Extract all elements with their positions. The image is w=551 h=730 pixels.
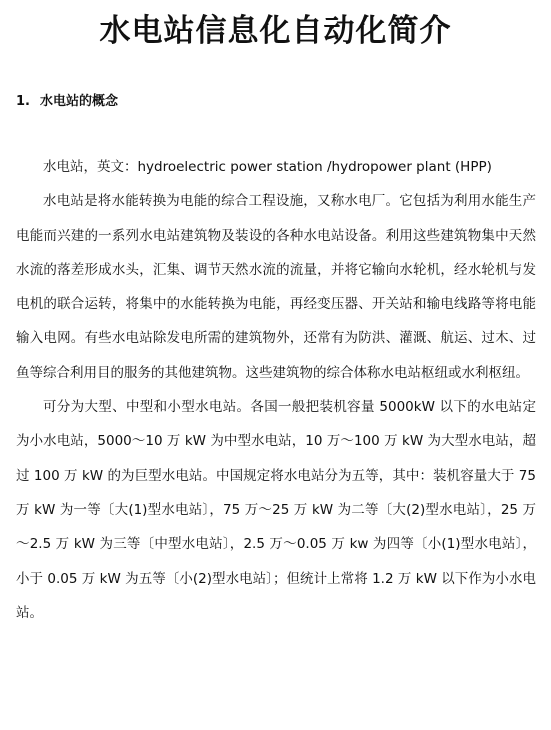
paragraph-definition: 水电站，英文：hydroelectric power station /hydropower plant (HPP): [43, 159, 492, 175]
paragraph-description: 水电站是将水能转换为电能的综合工程设施，又称水电厂。它包括为利用水能生产电能而兴建的一系列水电站建筑物及装设的各种水电站设备。利用这些建筑物集中天然水流的落差形成水头，汇集、调节天然水流的流量，并将它输向水轮机，经水轮机与发电机的联合运转，将集中的水能转换为电能，再经变压器、开关站和输电线路等将电能输入电网。有些水电站除发电所需的建筑物外，还常有为防洪、灌溉、航运、过木、过鱼等综合利用目的服务的其他建筑物。这些建筑物的综合体称水电站枢纽或水利枢纽。: [16, 193, 536, 381]
paragraph-classification: 可分为大型、中型和小型水电站。各国一般把装机容量 5000kW 以下的水电站定为小水电站，5000～10 万 kW 为中型水电站，10 万～100 万 kW 为大型水电站，超过 100 万 kW 的为巨型水电站。中国规定将水电站分为五等，其中：装机容量大于 75 万 kW 为一等〔大(1)型水电站〕，75 万～25 万 kW 为二等〔大(2)型水电站〕，25 万～2.5 万 kW 为三等〔中型水电站〕，2.5 万～0.05 万 kw 为四等〔小(1)型水电站〕，小于 0.05 万 kW 为五等〔小(2)型水电站〕；但统计上常将 1.2 万 kW 以下作为小水电站。: [16, 399, 536, 621]
document-title: 水电站信息化自动化简介: [99, 13, 452, 49]
section-heading: [16, 90, 118, 114]
body-text: [16, 150, 536, 630]
section-heading-text: 水电站的概念: [40, 94, 119, 109]
section-number: 1.: [16, 94, 30, 109]
